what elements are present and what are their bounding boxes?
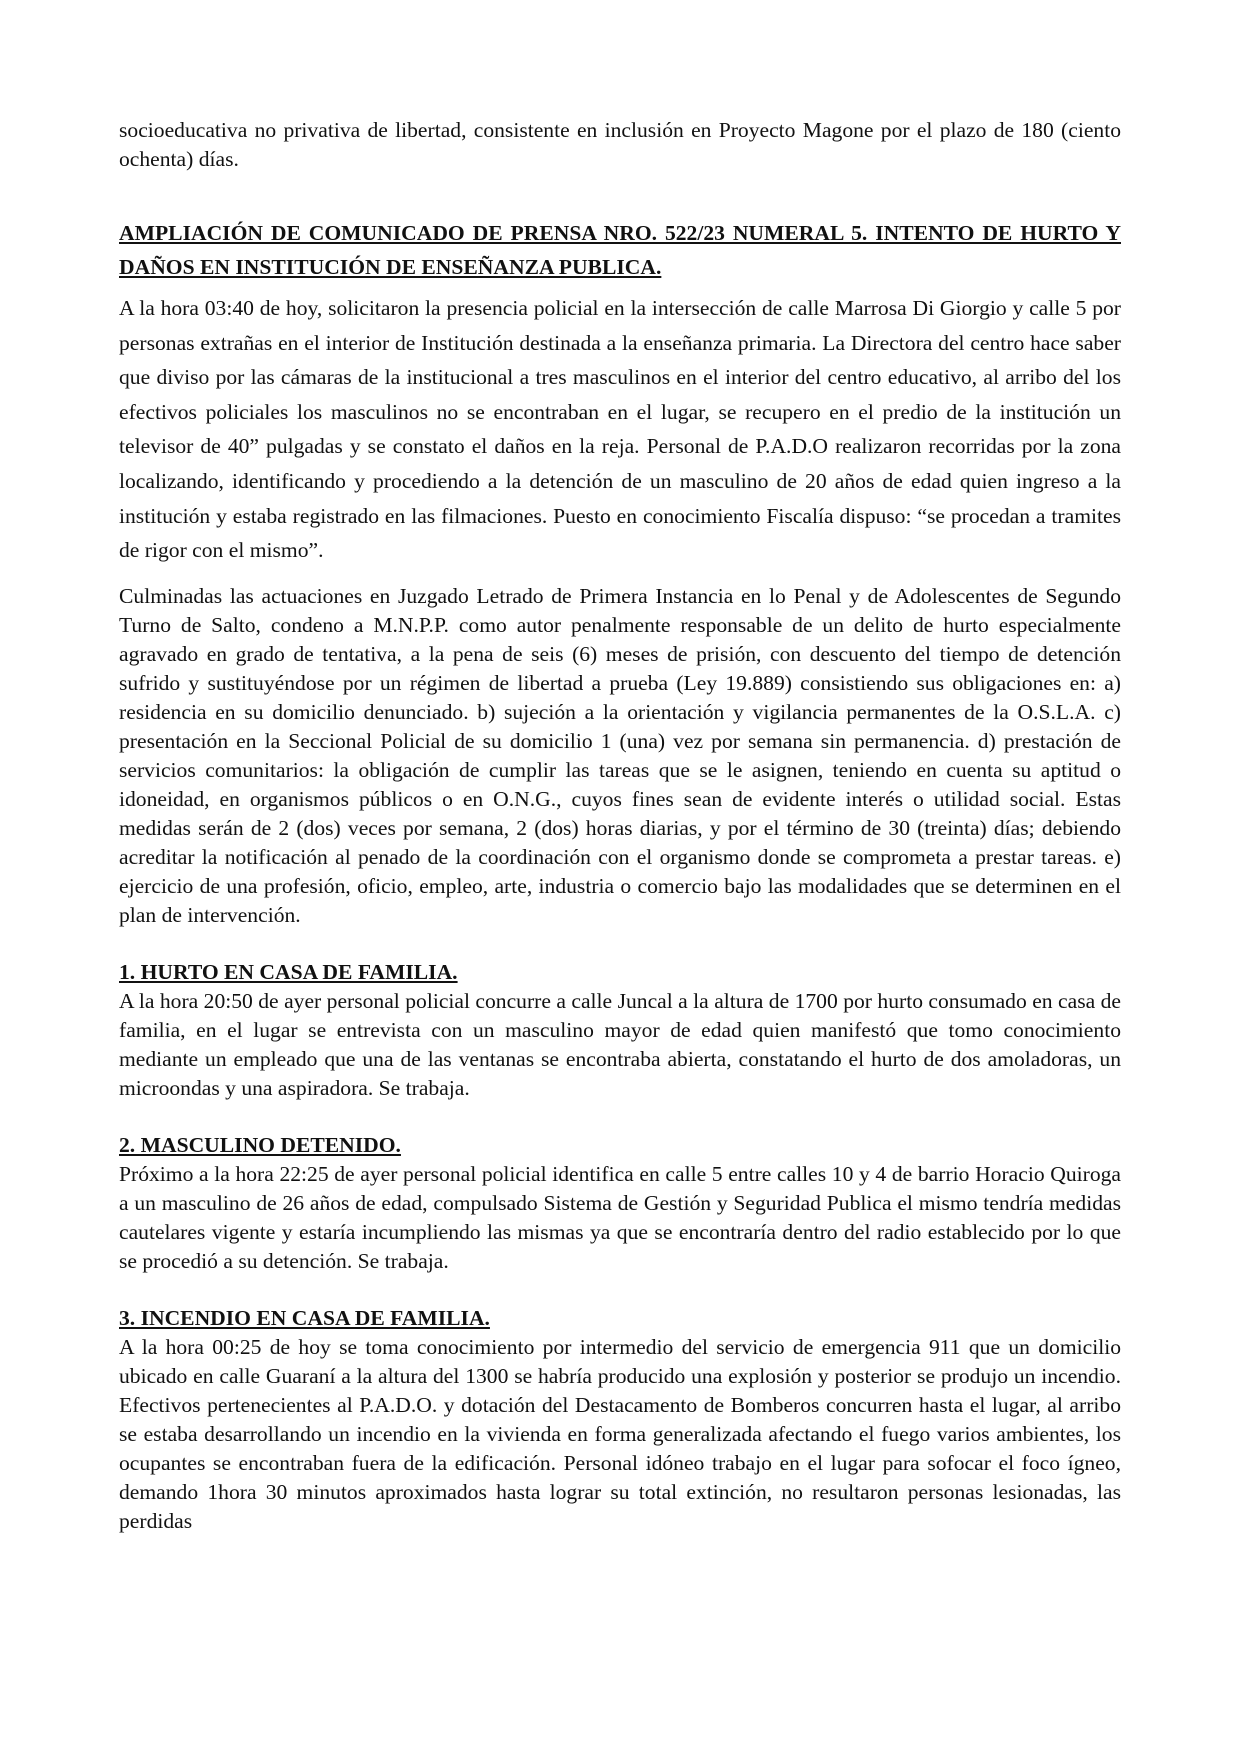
ampliacion-paragraph-2: Culminadas las actuaciones en Juzgado Letrado de Primera Instancia en lo Penal y de Adolescentes de Segundo Turno de Salto, condeno a M.N.P.P. como autor penalmente responsable de un delito de hurto especialmente agravado en grado de tentativa, a la pena de seis (6) meses de prisión, con descuento del tiempo de detención sufrido y sustituyéndose por un régimen de libertad a prueba (Ley 19.889) consistiendo sus obligaciones en: a) residencia en su domicilio denunciado. b) sujeción a la orientación y vigilancia permanentes de la O.S.L.A. c) presentación en la Seccional Policial de su domicilio 1 (una) vez por semana sin permanencia. d) prestación de servicios comunitarios: la obligación de cumplir las tareas que se le asignen, teniendo en cuenta su aptitud o idoneidad, en organismos públicos o en O.N.G., cuyos fines sean de evidente interés o utilidad social. Estas medidas serán de 2 (dos) veces por semana, 2 (dos) horas diarias, y por el término de 30 (treinta) días; debiendo acreditar la notificación al penado de la coordinación con el organismo donde se comprometa a prestar tareas. e) ejercicio de una profesión, oficio, empleo, arte, industria o comercio bajo las modalidades que se determinen en el plan de intervención. xyxy=(119,583,1121,927)
section-body: Próximo a la hora 22:25 de ayer personal policial identifica en calle 5 entre calles 10 y 4 de barrio Horacio Quiroga a un masculino de 26 años de edad, compulsado Sistema de Gestión y Seguridad Publica el mismo tendría medidas cautelares vigente y estaría incumpliendo las mismas ya que se encontraría dentro del radio establecido por lo que se procedió a su detención. Se trabaja. xyxy=(119,1161,1121,1273)
section-body: A la hora 00:25 de hoy se toma conocimiento por intermedio del servicio de emergencia 911 que un domicilio ubicado en calle Guaraní a la altura del 1300 se habría producido una explosión y posterior se produjo un incendio. Efectivos pertenecientes al P.A.D.O. y dotación del Destacamento de Bomberos concurren hasta el lugar, al arribo se estaba desarrollando un incendio en la vivienda en forma generalizada afectando el fuego varios ambientes, los ocupantes se encontraban fuera de la edificación. Personal idóneo trabajo en el lugar para sofocar el foco ígneo, demando 1hora 30 minutos aproximados hasta lograr su total extinción, no resultaron personas lesionadas, las perdidas xyxy=(119,1334,1121,1533)
section-incendio-casa-familia xyxy=(119,1304,1121,1536)
section-heading: 1. HURTO EN CASA DE FAMILIA. xyxy=(119,959,458,984)
section-heading: 2. MASCULINO DETENIDO. xyxy=(119,1132,401,1157)
section-body: A la hora 20:50 de ayer personal policial concurre a calle Juncal a la altura de 1700 por hurto consumado en casa de familia, en el lugar se entrevista con un masculino mayor de edad quien manifestó que tomo conocimiento mediante un empleado que una de las ventanas se encontraba abierta, constatando el hurto de dos amoladoras, un microondas y una aspiradora. Se trabaja. xyxy=(119,988,1121,1100)
ampliacion-heading: AMPLIACIÓN DE COMUNICADO DE PRENSA NRO. 522/23 NUMERAL 5. INTENTO DE HURTO Y DAÑOS EN INSTITUCIÓN DE ENSEÑANZA PUBLICA. xyxy=(119,221,1121,279)
section-hurto-casa-familia xyxy=(119,958,1121,1103)
section-masculino-detenido xyxy=(119,1131,1121,1276)
ampliacion-paragraph-1: A la hora 03:40 de hoy, solicitaron la presencia policial en la intersección de calle Marrosa Di Giorgio y calle 5 por personas extrañas en el interior de Institución destinada a la enseñanza primaria. La Directora del centro hace saber que diviso por las cámaras de la institucional a tres masculinos en el interior del centro educativo, al arribo del los efectivos policiales los masculinos no se encontraban en el lugar, se recupero en el predio de la institución un televisor de 40” pulgadas y se constato el daños en la reja. Personal de P.A.D.O realizaron recorridas por la zona localizando, identificando y procediendo a la detención de un masculino de 20 años de edad quien ingreso a la institución y estaba registrado en las filmaciones. Puesto en conocimiento Fiscalía dispuso: “se procedan a tramites de rigor con el mismo”. xyxy=(119,296,1121,563)
document-page xyxy=(119,116,1121,1536)
intro-paragraph: socioeducativa no privativa de libertad, consistente en inclusión en Proyecto Magone por el plazo de 180 (ciento ochenta) días. xyxy=(119,118,1121,171)
section-heading: 3. INCENDIO EN CASA DE FAMILIA. xyxy=(119,1305,490,1330)
